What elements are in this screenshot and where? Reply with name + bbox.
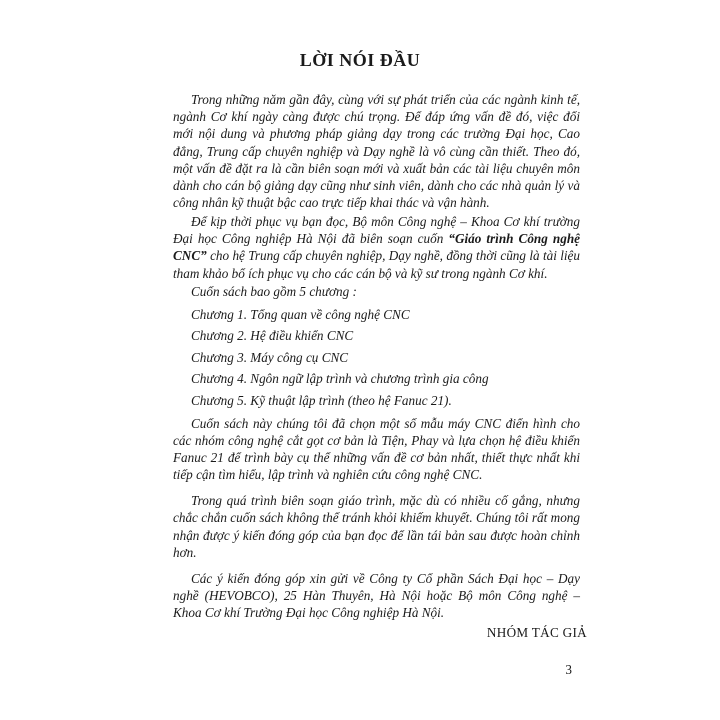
chapter-list [173,306,580,409]
page-title: LỜI NÓI ĐẦU [299,50,421,70]
paragraph-chapter-intro: Cuốn sách bao gồm 5 chương : [191,284,357,300]
chapter-item-5: Chương 5. Kỹ thuật lập trình (theo hệ Fanuc 21). [191,392,452,408]
paragraph-gap-2 [173,563,580,570]
paragraph-content-selection: Cuốn sách này chúng tôi đã chọn một số mẫu máy CNC điển hình cho các nhóm công nghệ cắt gọt cơ bản là Tiện, Phay và lựa chọn hệ điều khiển Fanuc 21 để trình bày cụ thể những vấn đề cơ bản nhất, thiết thực nhất khi tiếp cận tìm hiểu, lập trình và nghiên cứu công nghệ CNC. [173,415,580,483]
paragraph-gap [173,485,580,492]
document-body [173,91,580,623]
page-number: 3 [565,662,572,677]
paragraph-intro: Trong những năm gần đây, cùng với sự phát triển của các ngành kinh tế, ngành Cơ khí ngày càng được chú trọng. Để đáp ứng vấn đề đó, việc đổi mới nội dung và phương pháp giảng dạy trong các trường Đại học, Cao đẳng, Trung cấp chuyên nghiệp và Dạy nghề là vô cùng cần thiết. Theo đó, một vấn đề đặt ra là cần biên soạn mới và xuất bản các tài liệu chuyên môn dành cho cán bộ giảng dạy cũng như sinh viên, dành cho các nhà quản lý và công nhân kỹ thuật bậc cao trực tiếp khai thác và vận hành. [173,92,580,211]
paragraph-purpose-text-1: Để kịp thời phục vụ bạn đọc, Bộ môn Công nghệ – Khoa Cơ khí trường Đại học Công nghiệp Hà Nội đã biên soạn cuốn [173,214,580,247]
paragraph-feedback-request: Trong quá trình biên soạn giáo trình, mặc dù có nhiều cố gắng, nhưng chắc chắn cuốn sách không thể tránh khỏi khiếm khuyết. Chúng tôi rất mong nhận được ý kiến đóng góp của bạn đọc để lần tái bản sau được hoàn chỉnh hơn. [173,493,580,560]
paragraph-purpose [173,213,580,282]
book-title-quote: “Giáo trình Công nghệ CNC” [173,231,581,264]
paragraph-purpose-text-2: cho hệ Trung cấp chuyên nghiệp, Dạy nghề, đồng thời cũng là tài liệu tham khảo bổ ích phục vụ cho các cán bộ và kỹ sư trong ngành Cơ khí. [173,248,580,281]
chapter-item-4: Chương 4. Ngôn ngữ lập trình và chương trình gia công [191,371,489,387]
chapter-item-2: Chương 2. Hệ điều khiển CNC [191,328,354,344]
paragraph-contact-info: Các ý kiến đóng góp xin gửi về Công ty Cổ phần Sách Đại học – Dạy nghề (HEVOBCO), 25 Hàn Thuyên, Hà Nội hoặc Bộ môn Công nghệ – Khoa Cơ khí Trường Đại học Công nghiệp Hà Nội. [173,570,580,621]
chapter-item-1: Chương 1. Tổng quan về công nghệ CNC [191,306,410,322]
author-signature: NHÓM TÁC GIẢ [486,625,587,640]
chapter-item-3: Chương 3. Máy công cụ CNC [191,349,349,365]
